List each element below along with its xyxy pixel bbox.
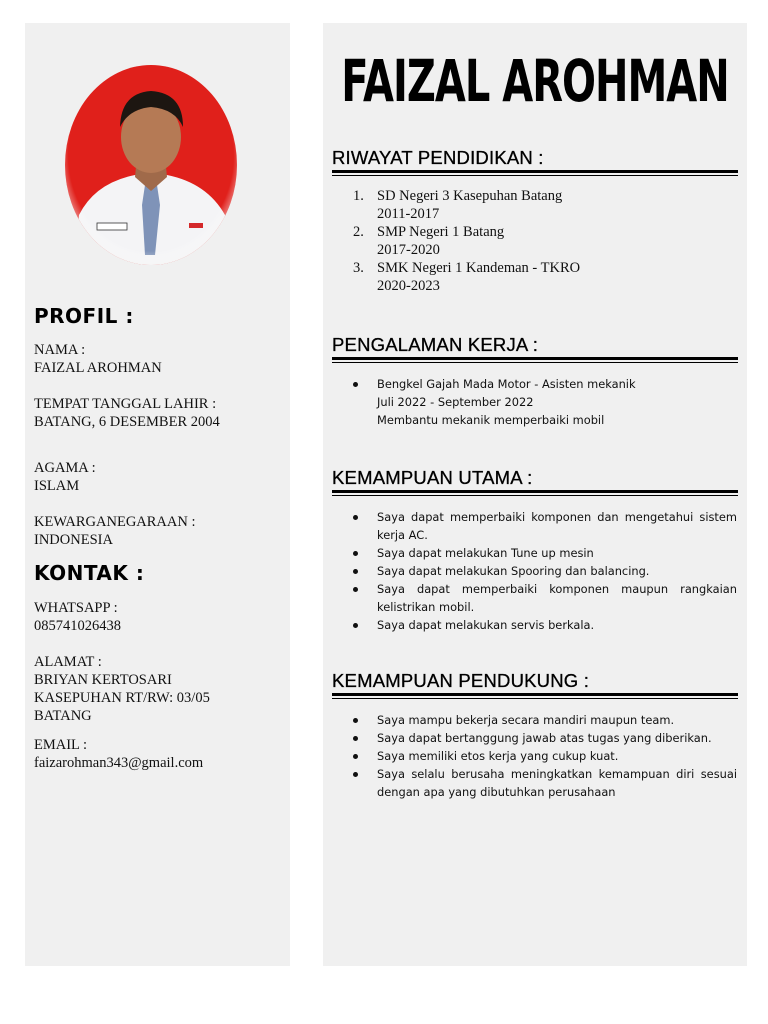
kemampuan-utama-list <box>353 508 737 634</box>
bullet-icon <box>353 772 358 777</box>
section-divider <box>332 490 738 496</box>
bullet-icon <box>353 623 358 628</box>
name-title: FAIZAL AROHMAN <box>341 49 729 116</box>
ttl-label: TEMPAT TANGGAL LAHIR : <box>34 396 217 412</box>
skill-text: Saya dapat melakukan servis berkala. <box>377 618 595 632</box>
education-number: 1. <box>353 188 364 204</box>
section-divider <box>332 693 738 699</box>
skill-text: Saya dapat bertanggung jawab atas tugas yang diberikan. <box>377 731 712 745</box>
education-number: 2. <box>353 224 364 240</box>
education-years: 2020-2023 <box>377 278 440 294</box>
pengalaman-period: Juli 2022 - September 2022 <box>377 395 534 409</box>
section-divider <box>332 170 738 176</box>
skill-text: Saya memiliki etos kerja yang cukup kuat. <box>377 749 619 763</box>
list-item <box>353 616 737 634</box>
education-school: SMK Negeri 1 Kandeman - TKRO <box>377 260 581 276</box>
whatsapp-value: 085741026438 <box>34 618 121 634</box>
bullet-icon <box>353 551 358 556</box>
ttl-value: BATANG, 6 DESEMBER 2004 <box>34 414 220 430</box>
profile-photo-icon <box>65 65 237 265</box>
nama-value: FAIZAL AROHMAN <box>34 360 162 376</box>
skill-text: Saya dapat melakukan Spooring dan balancing. <box>377 564 650 578</box>
kemampuan-pendukung-list <box>353 711 737 801</box>
list-item <box>353 562 737 580</box>
alamat-line: KASEPUHAN RT/RW: 03/05 <box>34 690 210 706</box>
education-school: SMP Negeri 1 Batang <box>377 224 505 240</box>
nama-label: NAMA : <box>34 342 86 358</box>
kemampuan-utama-heading: KEMAMPUAN UTAMA : <box>332 467 533 488</box>
profil-heading: PROFIL : <box>34 304 134 328</box>
education-years: 2017-2020 <box>377 242 440 258</box>
list-item <box>353 765 737 801</box>
right-column <box>323 23 747 966</box>
skill-text: Saya selalu berusaha meningkatkan kemampuan diri sesuai dengan apa yang dibutuhkan perusahaan <box>377 767 737 799</box>
skill-text: Saya dapat memperbaiki komponen maupun rangkaian kelistrikan mobil. <box>377 582 737 614</box>
skill-text: Saya dapat melakukan Tune up mesin <box>377 546 594 560</box>
pengalaman-desc: Membantu mekanik memperbaiki mobil <box>377 413 605 427</box>
profile-photo <box>65 65 237 265</box>
kemampuan-pendukung-heading: KEMAMPUAN PENDUKUNG : <box>332 670 590 691</box>
bullet-icon <box>353 587 358 592</box>
kontak-heading: KONTAK : <box>34 561 145 585</box>
list-item <box>353 580 737 616</box>
kewarganegaraan-value: INDONESIA <box>34 532 113 548</box>
pengalaman-heading: PENGALAMAN KERJA : <box>332 334 539 355</box>
bullet-icon <box>353 718 358 723</box>
kewarganegaraan-label: KEWARGANEGARAAN : <box>34 514 196 530</box>
education-number: 3. <box>353 260 364 276</box>
education-years: 2011-2017 <box>377 206 440 222</box>
education-school: SD Negeri 3 Kasepuhan Batang <box>377 188 563 204</box>
list-item <box>353 508 737 544</box>
agama-value: ISLAM <box>34 478 80 494</box>
alamat-line: BRIYAN KERTOSARI <box>34 672 172 688</box>
list-item <box>353 729 737 747</box>
pendidikan-heading: RIWAYAT PENDIDIKAN : <box>332 147 544 168</box>
bullet-icon <box>353 515 358 520</box>
section-divider <box>332 357 738 363</box>
bullet-icon <box>353 382 358 387</box>
skill-text: Saya mampu bekerja secara mandiri maupun team. <box>377 713 675 727</box>
alamat-label: ALAMAT : <box>34 654 102 670</box>
bullet-icon <box>353 736 358 741</box>
whatsapp-label: WHATSAPP : <box>34 600 118 616</box>
list-item <box>353 711 737 729</box>
email-label: EMAIL : <box>34 737 88 753</box>
left-column <box>25 23 290 966</box>
list-item <box>353 375 737 393</box>
bullet-icon <box>353 569 358 574</box>
pengalaman-item: Bengkel Gajah Mada Motor - Asisten mekanik <box>377 377 636 391</box>
alamat-line: BATANG <box>34 708 92 724</box>
list-item <box>353 747 737 765</box>
agama-label: AGAMA : <box>34 460 96 476</box>
skill-text: Saya dapat memperbaiki komponen dan mengetahui sistem kerja AC. <box>377 510 737 542</box>
email-value: faizarohman343@gmail.com <box>34 755 204 771</box>
bullet-icon <box>353 754 358 759</box>
list-item <box>353 544 737 562</box>
pengalaman-list <box>353 375 737 393</box>
